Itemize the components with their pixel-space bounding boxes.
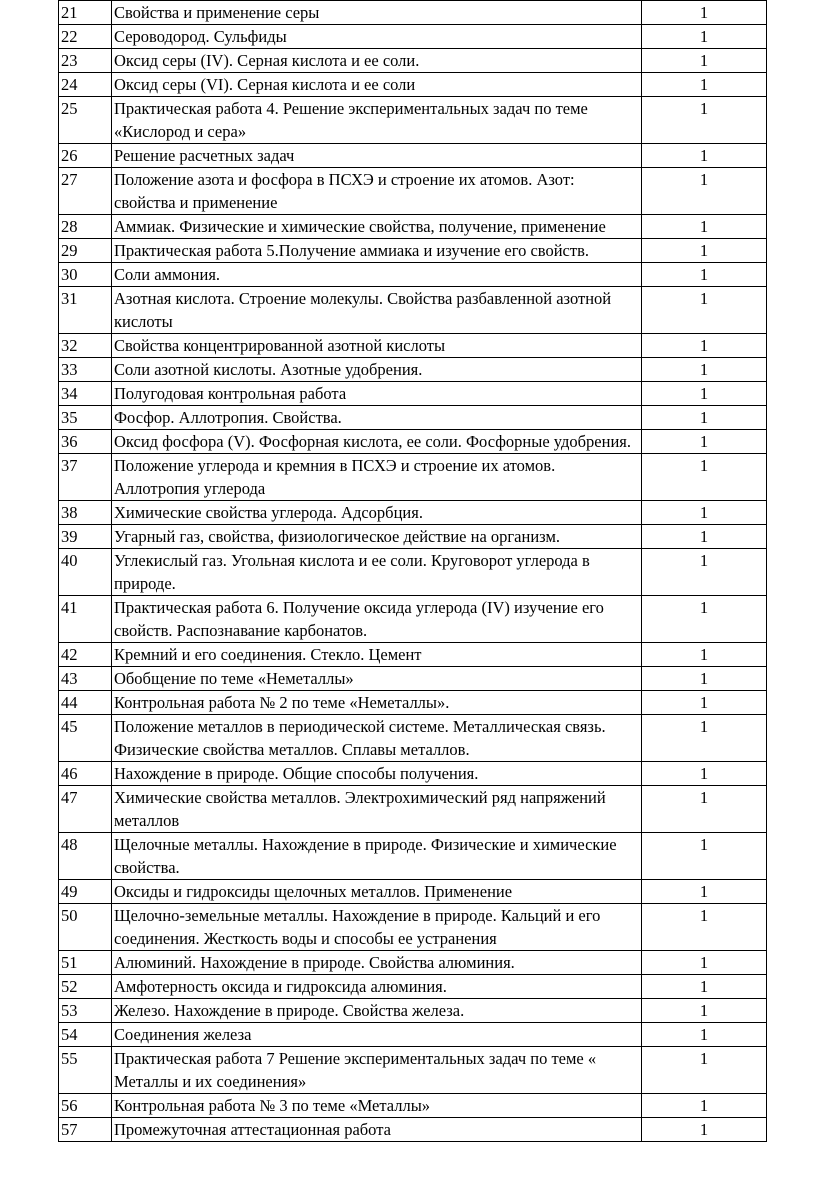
table-row bbox=[59, 786, 767, 833]
lesson-topic: Соли аммония. bbox=[112, 263, 642, 287]
lesson-number: 49 bbox=[59, 880, 112, 904]
lesson-topic: Практическая работа 7 Решение экспериментальных задач по теме « Металлы и их соединения» bbox=[112, 1047, 642, 1094]
lesson-topic: Нахождение в природе. Общие способы получения. bbox=[112, 762, 642, 786]
table-row bbox=[59, 880, 767, 904]
lesson-topic: Фосфор. Аллотропия. Свойства. bbox=[112, 406, 642, 430]
lesson-hours: 1 bbox=[642, 168, 767, 215]
table-row bbox=[59, 596, 767, 643]
table-row bbox=[59, 1, 767, 25]
lesson-hours: 1 bbox=[642, 358, 767, 382]
table-row bbox=[59, 358, 767, 382]
table-row bbox=[59, 97, 767, 144]
table-row bbox=[59, 144, 767, 168]
lesson-number: 29 bbox=[59, 239, 112, 263]
lesson-number: 42 bbox=[59, 643, 112, 667]
lesson-number: 27 bbox=[59, 168, 112, 215]
lesson-topic: Промежуточная аттестационная работа bbox=[112, 1118, 642, 1142]
table-row bbox=[59, 1094, 767, 1118]
lesson-hours: 1 bbox=[642, 1, 767, 25]
lesson-topic: Углекислый газ. Угольная кислота и ее соли. Круговорот углерода в природе. bbox=[112, 549, 642, 596]
lesson-topic: Химические свойства углерода. Адсорбция. bbox=[112, 501, 642, 525]
table-row bbox=[59, 975, 767, 999]
table-row bbox=[59, 833, 767, 880]
lesson-hours: 1 bbox=[642, 691, 767, 715]
lesson-topic: Полугодовая контрольная работа bbox=[112, 382, 642, 406]
lesson-number: 53 bbox=[59, 999, 112, 1023]
lesson-hours: 1 bbox=[642, 215, 767, 239]
lesson-topic: Практическая работа 4. Решение экспериментальных задач по теме «Кислород и сера» bbox=[112, 97, 642, 144]
table-row bbox=[59, 73, 767, 97]
lesson-topic: Положение металлов в периодической системе. Металлическая связь. Физические свойства металлов. Сплавы металлов. bbox=[112, 715, 642, 762]
lesson-hours: 1 bbox=[642, 430, 767, 454]
lesson-hours: 1 bbox=[642, 1094, 767, 1118]
lesson-number: 52 bbox=[59, 975, 112, 999]
lesson-number: 33 bbox=[59, 358, 112, 382]
lesson-topic: Положение углерода и кремния в ПСХЭ и строение их атомов. Аллотропия углерода bbox=[112, 454, 642, 501]
table-row bbox=[59, 406, 767, 430]
table-row bbox=[59, 430, 767, 454]
table-row bbox=[59, 904, 767, 951]
table-row bbox=[59, 999, 767, 1023]
lesson-topic: Свойства концентрированной азотной кислоты bbox=[112, 334, 642, 358]
lesson-hours: 1 bbox=[642, 97, 767, 144]
lesson-number: 23 bbox=[59, 49, 112, 73]
table-row bbox=[59, 525, 767, 549]
table-row bbox=[59, 951, 767, 975]
lesson-hours: 1 bbox=[642, 715, 767, 762]
table-row bbox=[59, 215, 767, 239]
lesson-number: 35 bbox=[59, 406, 112, 430]
lesson-topic: Оксид серы (IV). Серная кислота и ее соли. bbox=[112, 49, 642, 73]
table-row bbox=[59, 239, 767, 263]
lesson-number: 38 bbox=[59, 501, 112, 525]
lesson-topic: Кремний и его соединения. Стекло. Цемент bbox=[112, 643, 642, 667]
lesson-number: 44 bbox=[59, 691, 112, 715]
lesson-hours: 1 bbox=[642, 525, 767, 549]
lesson-hours: 1 bbox=[642, 596, 767, 643]
lesson-number: 56 bbox=[59, 1094, 112, 1118]
table-row bbox=[59, 454, 767, 501]
lesson-topic: Решение расчетных задач bbox=[112, 144, 642, 168]
lesson-number: 48 bbox=[59, 833, 112, 880]
lesson-hours: 1 bbox=[642, 287, 767, 334]
lesson-hours: 1 bbox=[642, 999, 767, 1023]
lesson-number: 31 bbox=[59, 287, 112, 334]
lesson-number: 24 bbox=[59, 73, 112, 97]
lesson-hours: 1 bbox=[642, 786, 767, 833]
lesson-number: 37 bbox=[59, 454, 112, 501]
lesson-number: 25 bbox=[59, 97, 112, 144]
lesson-topic: Практическая работа 6. Получение оксида углерода (IV) изучение его свойств. Распознавание карбонатов. bbox=[112, 596, 642, 643]
lesson-hours: 1 bbox=[642, 951, 767, 975]
lesson-hours: 1 bbox=[642, 263, 767, 287]
lesson-hours: 1 bbox=[642, 880, 767, 904]
lesson-hours: 1 bbox=[642, 382, 767, 406]
lesson-number: 55 bbox=[59, 1047, 112, 1094]
table-row bbox=[59, 287, 767, 334]
table-row bbox=[59, 667, 767, 691]
lesson-topic: Положение азота и фосфора в ПСХЭ и строение их атомов. Азот: свойства и применение bbox=[112, 168, 642, 215]
lesson-hours: 1 bbox=[642, 334, 767, 358]
lesson-number: 28 bbox=[59, 215, 112, 239]
lesson-topic: Соли азотной кислоты. Азотные удобрения. bbox=[112, 358, 642, 382]
lesson-hours: 1 bbox=[642, 501, 767, 525]
lesson-number: 54 bbox=[59, 1023, 112, 1047]
lesson-number: 41 bbox=[59, 596, 112, 643]
lesson-number: 50 bbox=[59, 904, 112, 951]
lesson-number: 47 bbox=[59, 786, 112, 833]
table-row bbox=[59, 691, 767, 715]
lesson-number: 22 bbox=[59, 25, 112, 49]
lesson-hours: 1 bbox=[642, 73, 767, 97]
lesson-hours: 1 bbox=[642, 1118, 767, 1142]
lesson-number: 57 bbox=[59, 1118, 112, 1142]
lesson-topic: Химические свойства металлов. Электрохимический ряд напряжений металлов bbox=[112, 786, 642, 833]
lesson-topic: Практическая работа 5.Получение аммиака и изучение его свойств. bbox=[112, 239, 642, 263]
table-row bbox=[59, 1047, 767, 1094]
lesson-topic: Контрольная работа № 3 по теме «Металлы» bbox=[112, 1094, 642, 1118]
table-row bbox=[59, 382, 767, 406]
lesson-topic: Щелочно-земельные металлы. Нахождение в природе. Кальций и его соединения. Жесткость воды и способы ее устранения bbox=[112, 904, 642, 951]
lesson-hours: 1 bbox=[642, 1047, 767, 1094]
lesson-hours: 1 bbox=[642, 833, 767, 880]
lesson-number: 34 bbox=[59, 382, 112, 406]
lesson-topic: Обобщение по теме «Неметаллы» bbox=[112, 667, 642, 691]
lesson-hours: 1 bbox=[642, 762, 767, 786]
lesson-topic: Контрольная работа № 2 по теме «Неметаллы». bbox=[112, 691, 642, 715]
lesson-topic: Щелочные металлы. Нахождение в природе. Физические и химические свойства. bbox=[112, 833, 642, 880]
lesson-hours: 1 bbox=[642, 144, 767, 168]
table-row bbox=[59, 1023, 767, 1047]
lesson-topic: Соединения железа bbox=[112, 1023, 642, 1047]
table-row bbox=[59, 1118, 767, 1142]
lesson-number: 45 bbox=[59, 715, 112, 762]
lesson-number: 39 bbox=[59, 525, 112, 549]
lesson-hours: 1 bbox=[642, 549, 767, 596]
lesson-topic: Амфотерность оксида и гидроксида алюминия. bbox=[112, 975, 642, 999]
lesson-topic: Оксид серы (VI). Серная кислота и ее соли bbox=[112, 73, 642, 97]
lesson-hours: 1 bbox=[642, 904, 767, 951]
lesson-number: 21 bbox=[59, 1, 112, 25]
lesson-topic: Свойства и применение серы bbox=[112, 1, 642, 25]
lesson-topic: Угарный газ, свойства, физиологическое действие на организм. bbox=[112, 525, 642, 549]
table-row bbox=[59, 549, 767, 596]
table-row bbox=[59, 49, 767, 73]
lesson-number: 30 bbox=[59, 263, 112, 287]
lesson-topic: Оксид фосфора (V). Фосфорная кислота, ее соли. Фосфорные удобрения. bbox=[112, 430, 642, 454]
lesson-hours: 1 bbox=[642, 975, 767, 999]
lesson-topic: Аммиак. Физические и химические свойства, получение, применение bbox=[112, 215, 642, 239]
lesson-plan-table bbox=[58, 0, 767, 1142]
lesson-hours: 1 bbox=[642, 454, 767, 501]
lesson-hours: 1 bbox=[642, 49, 767, 73]
table-row bbox=[59, 715, 767, 762]
lesson-number: 26 bbox=[59, 144, 112, 168]
lesson-topic: Оксиды и гидроксиды щелочных металлов. Применение bbox=[112, 880, 642, 904]
lesson-topic: Железо. Нахождение в природе. Свойства железа. bbox=[112, 999, 642, 1023]
lesson-hours: 1 bbox=[642, 239, 767, 263]
table-row bbox=[59, 334, 767, 358]
lesson-number: 40 bbox=[59, 549, 112, 596]
table-row bbox=[59, 501, 767, 525]
lesson-hours: 1 bbox=[642, 1023, 767, 1047]
lesson-topic: Сероводород. Сульфиды bbox=[112, 25, 642, 49]
lesson-topic: Азотная кислота. Строение молекулы. Свойства разбавленной азотной кислоты bbox=[112, 287, 642, 334]
lesson-number: 46 bbox=[59, 762, 112, 786]
lesson-hours: 1 bbox=[642, 25, 767, 49]
lesson-topic: Алюминий. Нахождение в природе. Свойства алюминия. bbox=[112, 951, 642, 975]
lesson-number: 51 bbox=[59, 951, 112, 975]
lesson-hours: 1 bbox=[642, 667, 767, 691]
lesson-number: 32 bbox=[59, 334, 112, 358]
lesson-plan-body bbox=[59, 1, 767, 1142]
lesson-hours: 1 bbox=[642, 406, 767, 430]
lesson-hours: 1 bbox=[642, 643, 767, 667]
table-row bbox=[59, 25, 767, 49]
lesson-number: 36 bbox=[59, 430, 112, 454]
table-row bbox=[59, 168, 767, 215]
lesson-number: 43 bbox=[59, 667, 112, 691]
table-row bbox=[59, 263, 767, 287]
table-row bbox=[59, 643, 767, 667]
table-row bbox=[59, 762, 767, 786]
